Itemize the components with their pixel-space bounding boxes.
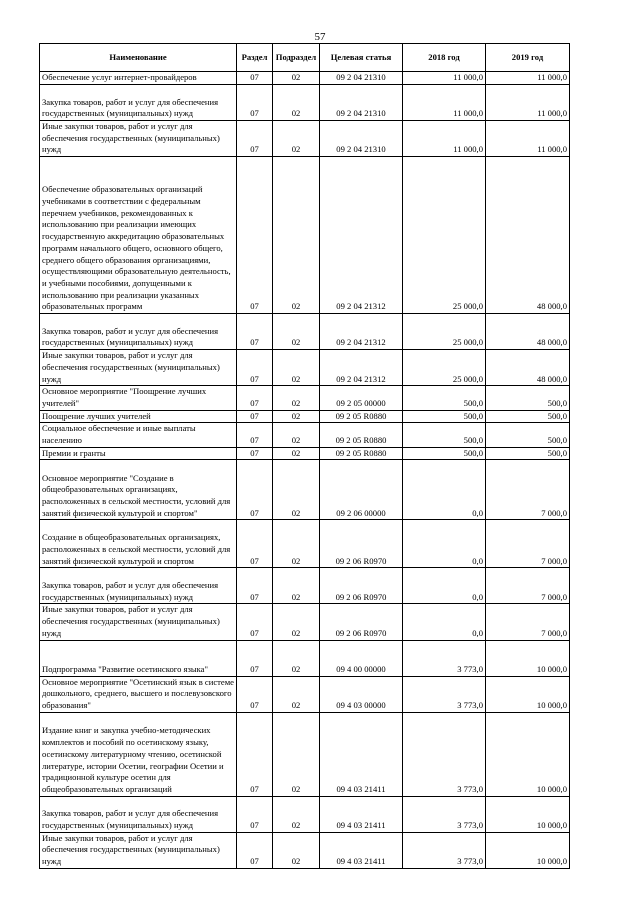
row-target: 09 2 04 21312 xyxy=(320,157,403,314)
row-value-2019: 10 000,0 xyxy=(486,832,570,868)
header-2018: 2018 год xyxy=(403,44,486,72)
row-value-2018: 500,0 xyxy=(403,410,486,423)
row-subsection: 02 xyxy=(273,85,320,121)
header-subsection: Подраздел xyxy=(273,44,320,72)
row-subsection: 02 xyxy=(273,460,320,520)
header-target: Целевая статья xyxy=(320,44,403,72)
row-value-2019: 500,0 xyxy=(486,447,570,460)
row-subsection: 02 xyxy=(273,520,320,568)
row-section: 07 xyxy=(237,796,273,832)
row-value-2018: 0,0 xyxy=(403,604,486,640)
row-subsection: 02 xyxy=(273,832,320,868)
table-row xyxy=(40,676,570,712)
header-section: Раздел xyxy=(237,44,273,72)
row-subsection: 02 xyxy=(273,640,320,676)
row-section: 07 xyxy=(237,676,273,712)
row-value-2019: 10 000,0 xyxy=(486,796,570,832)
row-name: Закупка товаров, работ и услуг для обеспечения государственных (муниципальных) нужд xyxy=(40,85,237,121)
row-value-2019: 48 000,0 xyxy=(486,314,570,350)
row-name: Основное мероприятие "Создание в общеобразовательных организациях, расположенных в сельской местности, условий для занятий физической культурой и спортом" xyxy=(40,460,237,520)
row-subsection: 02 xyxy=(273,712,320,796)
row-target: 09 2 05 R0880 xyxy=(320,423,403,447)
row-value-2018: 25 000,0 xyxy=(403,350,486,386)
row-value-2018: 500,0 xyxy=(403,423,486,447)
row-subsection: 02 xyxy=(273,314,320,350)
table-row xyxy=(40,447,570,460)
table-row xyxy=(40,386,570,410)
table-row xyxy=(40,604,570,640)
table-row xyxy=(40,85,570,121)
table-row xyxy=(40,423,570,447)
row-value-2019: 7 000,0 xyxy=(486,568,570,604)
table-row xyxy=(40,410,570,423)
row-target: 09 2 05 00000 xyxy=(320,386,403,410)
row-target: 09 2 04 21310 xyxy=(320,72,403,85)
row-subsection: 02 xyxy=(273,72,320,85)
row-value-2018: 25 000,0 xyxy=(403,314,486,350)
row-target: 09 2 06 R0970 xyxy=(320,604,403,640)
row-subsection: 02 xyxy=(273,350,320,386)
row-value-2018: 3 773,0 xyxy=(403,712,486,796)
row-target: 09 2 06 R0970 xyxy=(320,520,403,568)
row-subsection: 02 xyxy=(273,423,320,447)
row-value-2018: 500,0 xyxy=(403,386,486,410)
row-name: Закупка товаров, работ и услуг для обеспечения государственных (муниципальных) нужд xyxy=(40,568,237,604)
row-subsection: 02 xyxy=(273,386,320,410)
table-row xyxy=(40,568,570,604)
row-target: 09 4 03 21411 xyxy=(320,712,403,796)
row-value-2018: 11 000,0 xyxy=(403,121,486,157)
row-name: Социальное обеспечение и иные выплаты населению xyxy=(40,423,237,447)
row-section: 07 xyxy=(237,832,273,868)
table-row xyxy=(40,520,570,568)
row-section: 07 xyxy=(237,447,273,460)
row-value-2018: 0,0 xyxy=(403,460,486,520)
row-section: 07 xyxy=(237,568,273,604)
row-subsection: 02 xyxy=(273,676,320,712)
row-value-2018: 11 000,0 xyxy=(403,72,486,85)
row-section: 07 xyxy=(237,423,273,447)
row-subsection: 02 xyxy=(273,604,320,640)
row-section: 07 xyxy=(237,85,273,121)
row-value-2019: 10 000,0 xyxy=(486,712,570,796)
page-number: 57 xyxy=(314,31,326,43)
row-name: Иные закупки товаров, работ и услуг для обеспечения государственных (муниципальных) нужд xyxy=(40,832,237,868)
row-value-2018: 11 000,0 xyxy=(403,85,486,121)
row-value-2019: 500,0 xyxy=(486,410,570,423)
row-name: Иные закупки товаров, работ и услуг для обеспечения государственных (муниципальных) нужд xyxy=(40,121,237,157)
row-value-2019: 11 000,0 xyxy=(486,121,570,157)
header-name: Наименование xyxy=(40,44,237,72)
row-name: Издание книг и закупка учебно-методических комплектов и пособий по осетинскому языку, осетинскому литературному чтению, осетинской литературе, истории Осетии, географии Осетии и традиционной культуре осетин для общеобразовательных организаций xyxy=(40,712,237,796)
row-name: Закупка товаров, работ и услуг для обеспечения государственных (муниципальных) нужд xyxy=(40,796,237,832)
row-value-2019: 10 000,0 xyxy=(486,676,570,712)
table-header xyxy=(40,44,570,72)
row-target: 09 2 06 00000 xyxy=(320,460,403,520)
row-subsection: 02 xyxy=(273,157,320,314)
budget-table xyxy=(39,43,570,869)
table-row xyxy=(40,157,570,314)
row-subsection: 02 xyxy=(273,410,320,423)
table-row xyxy=(40,832,570,868)
table-row xyxy=(40,640,570,676)
row-value-2018: 0,0 xyxy=(403,568,486,604)
row-subsection: 02 xyxy=(273,568,320,604)
row-target: 09 4 03 21411 xyxy=(320,796,403,832)
row-section: 07 xyxy=(237,712,273,796)
row-section: 07 xyxy=(237,520,273,568)
row-name: Основное мероприятие "Поощрение лучших учителей" xyxy=(40,386,237,410)
row-target: 09 4 03 21411 xyxy=(320,832,403,868)
row-section: 07 xyxy=(237,604,273,640)
table-row xyxy=(40,72,570,85)
row-value-2019: 11 000,0 xyxy=(486,72,570,85)
row-name: Поощрение лучших учителей xyxy=(40,410,237,423)
row-value-2019: 11 000,0 xyxy=(486,85,570,121)
row-name: Обеспечение услуг интернет-провайдеров xyxy=(40,72,237,85)
row-target: 09 2 05 R0880 xyxy=(320,410,403,423)
row-value-2018: 3 773,0 xyxy=(403,832,486,868)
row-value-2019: 48 000,0 xyxy=(486,350,570,386)
row-target: 09 2 06 R0970 xyxy=(320,568,403,604)
table-row xyxy=(40,712,570,796)
row-section: 07 xyxy=(237,640,273,676)
row-name: Премии и гранты xyxy=(40,447,237,460)
row-section: 07 xyxy=(237,72,273,85)
row-value-2019: 500,0 xyxy=(486,386,570,410)
row-target: 09 4 03 00000 xyxy=(320,676,403,712)
row-value-2019: 500,0 xyxy=(486,423,570,447)
table-row xyxy=(40,796,570,832)
row-name: Обеспечение образовательных организаций учебниками в соответствии с федеральным перечнем учебников, рекомендованных к использованию при реализации имеющих государственную аккредитацию образовательных программ начального общего, основного общего, среднего общего образования организациями, осуществляющими образовательную деятельность, и учебными пособиями, допущенными к использованию при реализации указанных образовательных программ xyxy=(40,157,237,314)
row-value-2019: 7 000,0 xyxy=(486,604,570,640)
row-value-2018: 500,0 xyxy=(403,447,486,460)
row-subsection: 02 xyxy=(273,796,320,832)
row-name: Подпрограмма "Развитие осетинского языка" xyxy=(40,640,237,676)
row-subsection: 02 xyxy=(273,121,320,157)
row-name: Иные закупки товаров, работ и услуг для обеспечения государственных (муниципальных) нужд xyxy=(40,350,237,386)
table-body xyxy=(40,72,570,869)
row-target: 09 2 05 R0880 xyxy=(320,447,403,460)
row-value-2018: 0,0 xyxy=(403,520,486,568)
row-value-2019: 48 000,0 xyxy=(486,157,570,314)
table-row xyxy=(40,350,570,386)
table-row xyxy=(40,314,570,350)
row-target: 09 2 04 21312 xyxy=(320,314,403,350)
header-2019: 2019 год xyxy=(486,44,570,72)
row-section: 07 xyxy=(237,410,273,423)
row-name: Основное мероприятие "Осетинский язык в системе дошкольного, среднего, высшего и послевузовского образования" xyxy=(40,676,237,712)
row-name: Иные закупки товаров, работ и услуг для обеспечения государственных (муниципальных) нужд xyxy=(40,604,237,640)
row-value-2018: 3 773,0 xyxy=(403,676,486,712)
row-target: 09 4 00 00000 xyxy=(320,640,403,676)
row-section: 07 xyxy=(237,157,273,314)
row-value-2018: 25 000,0 xyxy=(403,157,486,314)
row-target: 09 2 04 21312 xyxy=(320,350,403,386)
table-row xyxy=(40,460,570,520)
row-target: 09 2 04 21310 xyxy=(320,85,403,121)
row-subsection: 02 xyxy=(273,447,320,460)
row-section: 07 xyxy=(237,314,273,350)
row-section: 07 xyxy=(237,386,273,410)
row-target: 09 2 04 21310 xyxy=(320,121,403,157)
row-value-2019: 10 000,0 xyxy=(486,640,570,676)
row-value-2018: 3 773,0 xyxy=(403,796,486,832)
row-name: Создание в общеобразовательных организациях, расположенных в сельской местности, условий для занятий физической культурой и спортом xyxy=(40,520,237,568)
row-value-2019: 7 000,0 xyxy=(486,520,570,568)
row-name: Закупка товаров, работ и услуг для обеспечения государственных (муниципальных) нужд xyxy=(40,314,237,350)
table-row xyxy=(40,121,570,157)
row-section: 07 xyxy=(237,121,273,157)
row-section: 07 xyxy=(237,460,273,520)
row-value-2019: 7 000,0 xyxy=(486,460,570,520)
row-section: 07 xyxy=(237,350,273,386)
row-value-2018: 3 773,0 xyxy=(403,640,486,676)
